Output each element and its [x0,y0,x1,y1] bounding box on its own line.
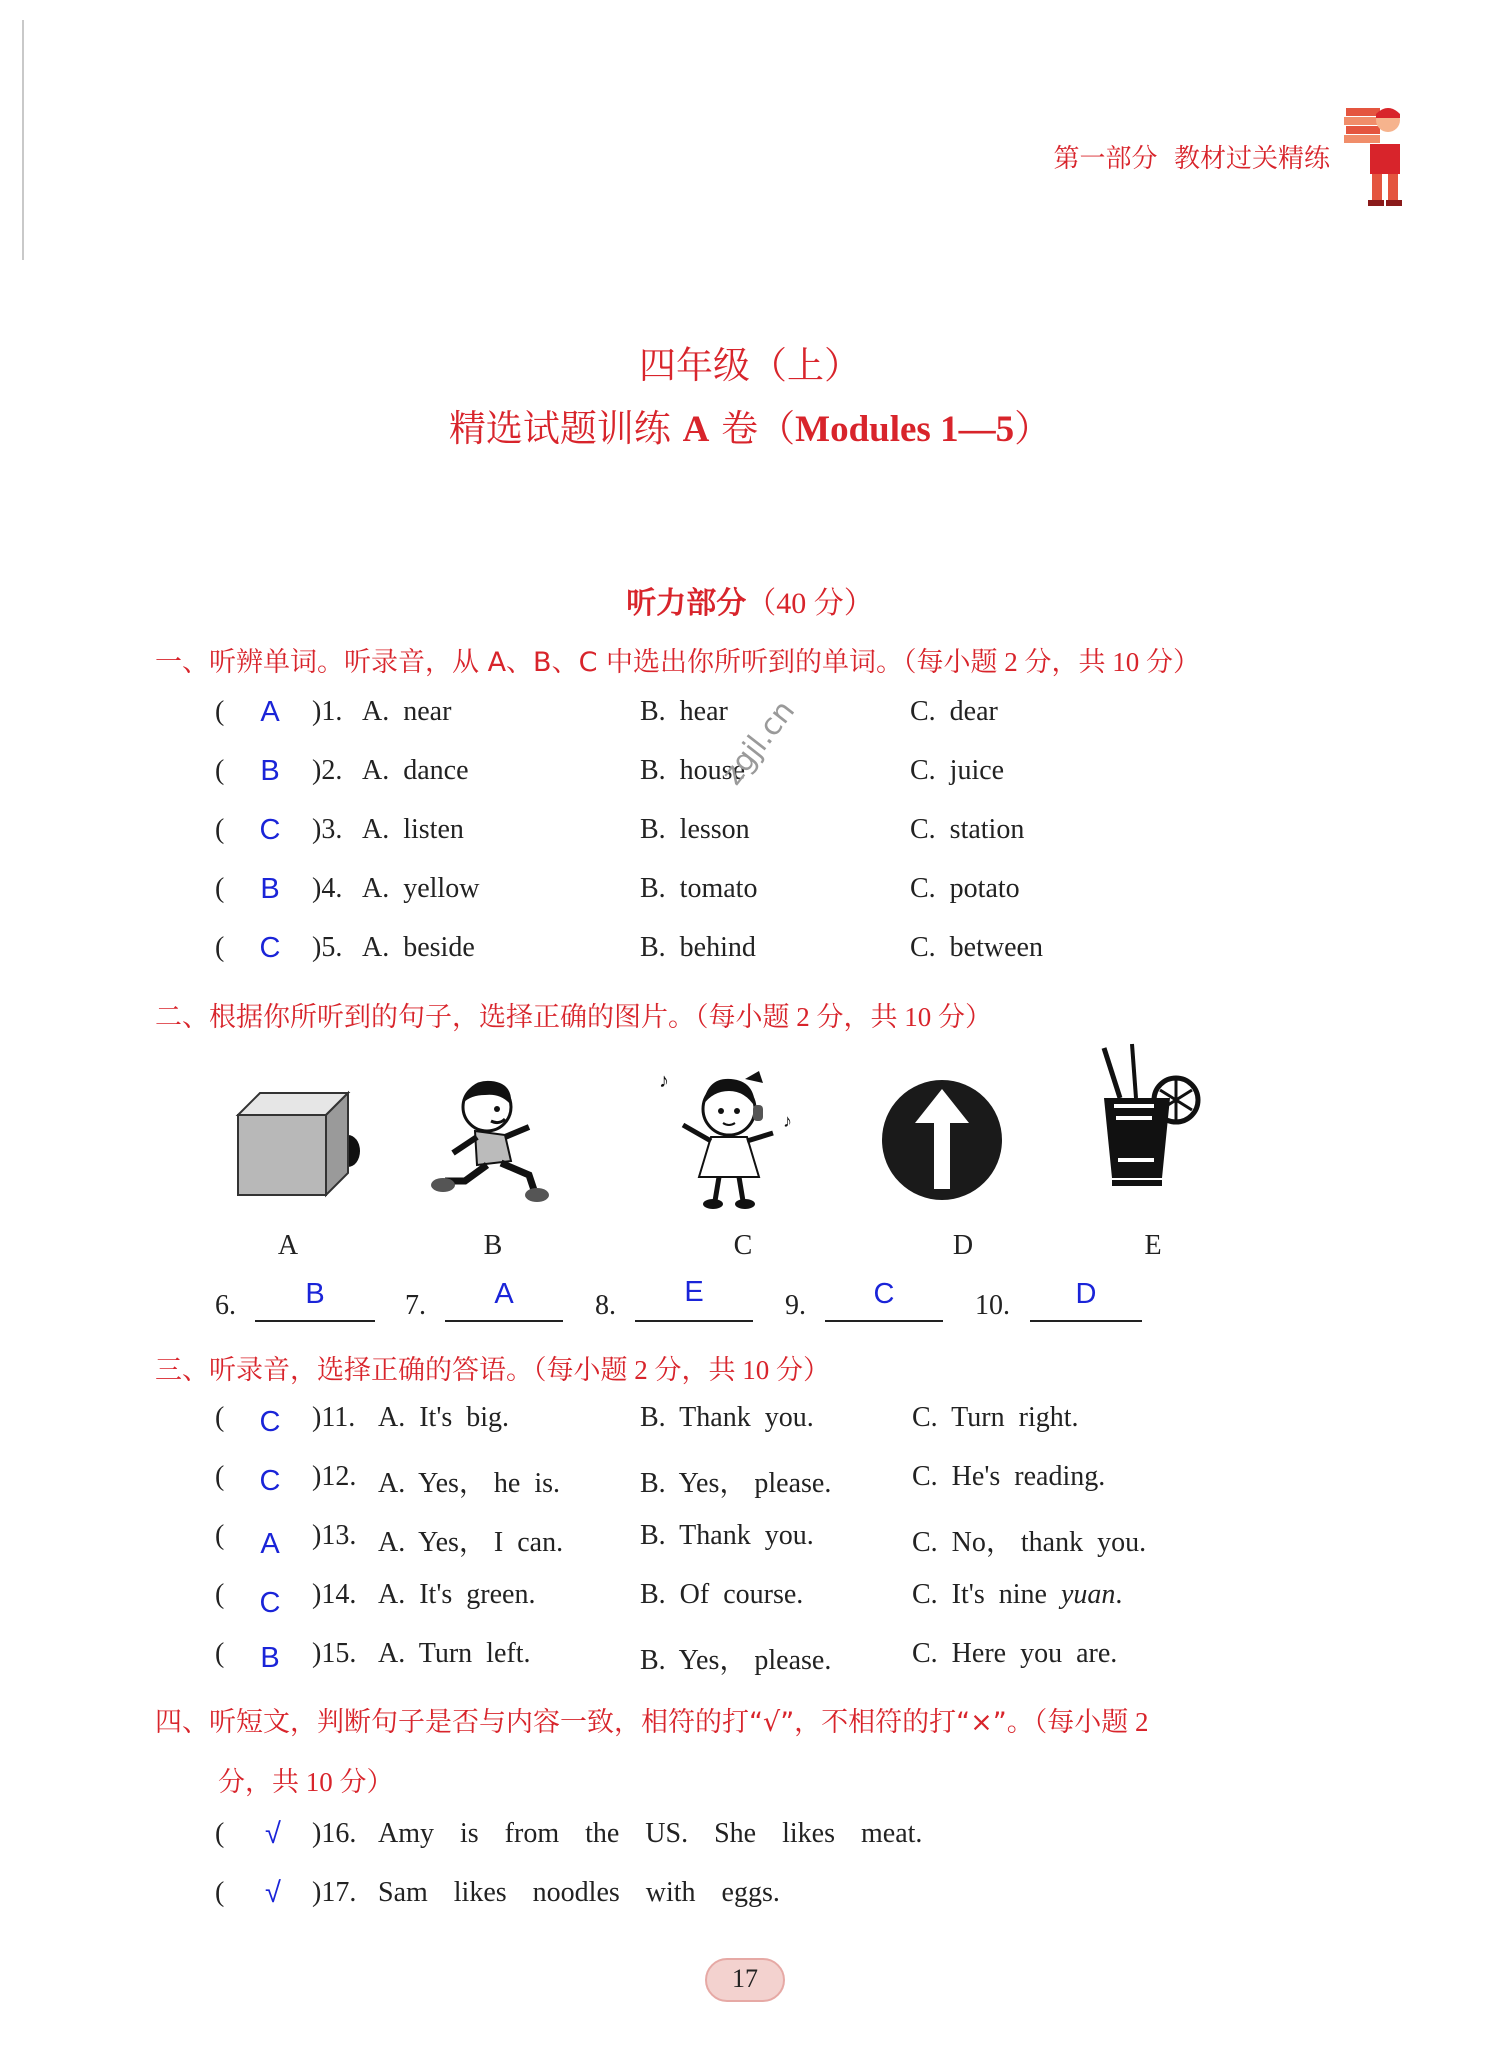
section2-note: （每小题 2 分，共 10 分） [695,1002,992,1032]
question-row: ( B )4. A. yellow B. tomato C. potato [215,873,1020,905]
blank-number: 8. [595,1290,616,1321]
listening-girl-icon [655,1065,805,1210]
blank-answer: E [684,1276,704,1308]
blank-number: 9. [785,1290,806,1321]
section4-instruction: 四、听短文，判断句子是否与内容一致，相符的打“√”，不相符的打“×”。 [155,1707,1034,1738]
option-b: B. behind [640,932,756,963]
listening-part-title [0,578,1500,622]
section2-title [155,995,992,1034]
option-a: A. Turn left. [378,1638,531,1669]
option-c: C. He's reading. [912,1461,1106,1492]
blank-answer: B [305,1278,325,1310]
section3-instruction: 三、听录音，选择正确的答语。 [155,1355,533,1386]
section1-instruction: 一、听辨单词。听录音，从 A、B、C 中选出你所听到的单词。 [155,647,904,678]
question-number: )4. [312,873,343,904]
option-b: B. hear [640,696,728,727]
option-a: A. It's green. [378,1579,536,1610]
section1-note: （每小题 2 分，共 10 分） [903,647,1201,677]
listening-points: （40 分） [746,587,874,620]
section4-note: （每小题 2 [1033,1707,1149,1737]
statement-text: Sam likes noodles with eggs. [378,1877,780,1908]
option-c: C. Turn right. [912,1402,1079,1433]
section1-title [155,640,1200,679]
box-icon [230,1085,370,1200]
question-number: )12. [312,1461,357,1492]
answer-mark: √ [265,1818,281,1850]
section2-instruction: 二、根据你所听到的句子，选择正确的图片。 [155,1002,695,1033]
section4-note-continued [218,1760,394,1799]
question-row: ( C )3. A. listen B. lesson C. station [215,814,1025,846]
question-row: ( √ )17. Sam likes noodles with eggs. [215,1877,780,1909]
option-a: A. listen [362,814,464,845]
section4-title [155,1700,1149,1739]
title-zh: 精选试题训练 [448,407,683,450]
option-a: A. It's big. [378,1402,510,1433]
answer-mark: B [260,873,280,905]
option-a: A. near [362,696,452,727]
picture-label: C [733,1230,753,1261]
go-straight-sign-icon [877,1075,1007,1205]
question-row: ( B )15. A. Turn left. B. Yes， please. C. Here you are. [215,1638,1118,1676]
option-c: C. station [910,814,1025,845]
option-c [912,1579,1122,1611]
option-c: C. Here you are. [912,1638,1118,1669]
svg-text:♪: ♪ [783,1111,792,1131]
option-b: B. Thank you. [640,1520,814,1551]
question-row: ( C )5. A. beside B. behind C. between [215,932,1043,964]
option-c: C. juice [910,755,1005,786]
option-a: A. yellow [362,873,480,904]
section3-note: （每小题 2 分，共 10 分） [533,1355,830,1385]
title-zh2: 卷（ [709,407,796,450]
listening-title-label: 听力部分 [626,586,747,621]
question-number: )17. [312,1877,357,1908]
option-b: B. Thank you. [640,1402,814,1433]
question-number: )13. [312,1520,357,1551]
section4-note-2: 分，共 10 分） [218,1767,394,1797]
option-b: B. Yes， please. [640,1468,832,1499]
picture-label: D [952,1230,974,1261]
title-end: ） [1014,407,1052,450]
title-en-a: A [682,409,710,450]
option-b: B. lesson [640,814,750,845]
option-a: A. dance [362,755,469,786]
watermark: zgjl.cn [715,693,803,792]
question-number: )5. [312,932,343,963]
option-c-text: C. It's nine [912,1579,1061,1610]
option-b: B. house [640,755,745,786]
question-number: )1. [312,696,343,727]
answer-mark: C [259,814,281,846]
answer-blank[interactable] [1030,1320,1142,1322]
question-row: ( C )11. A. It's big. B. Thank you. C. Turn right. [215,1402,1079,1438]
answer-blank[interactable] [445,1320,563,1322]
question-number: )15. [312,1638,357,1669]
answer-mark: C [259,1406,281,1438]
option-c: C. dear [910,696,998,727]
option-c: C. between [910,932,1043,963]
answer-mark: B [260,755,280,787]
title-modules: Modules 1—5 [795,409,1015,450]
answer-mark: C [259,1587,281,1619]
section3-title [155,1348,830,1387]
blank-answer: A [494,1278,514,1310]
option-b: B. Of course. [640,1579,804,1610]
question-row: ( C )12. A. Yes， he is. B. Yes， please. C. He's reading. [215,1461,1106,1499]
question-row: ( A )13. A. Yes， I can. B. Thank you. C. No， thank you. [215,1520,1147,1560]
question-row: ( A )1. A. near B. hear C. dear [215,696,998,728]
running-boy-icon [425,1075,565,1205]
answer-blank[interactable] [635,1320,753,1322]
question-row: ( C )14. A. It's green. B. Of course. C. It's nine yuan. [215,1579,1123,1619]
picture-label: A [277,1230,299,1261]
option-a: A. Yes， he is. [378,1468,561,1499]
blank-answer: D [1075,1278,1097,1310]
picture-label: B [483,1230,503,1261]
option-c-italic: yuan [1060,1579,1116,1610]
blank-answer: C [873,1278,895,1310]
page-title-grade: 四年级（上） [639,344,861,387]
answer-mark: C [259,1465,281,1497]
option-c: C. potato [910,873,1020,904]
page-title [0,398,1500,452]
question-number: )11. [312,1402,356,1433]
question-row: ( √ )16. Amy is from the US. She likes meat. [215,1818,923,1850]
picture-label: E [1144,1230,1162,1261]
answer-mark: √ [265,1877,281,1909]
question-number: )14. [312,1579,357,1610]
answer-mark: A [260,696,280,728]
page-number: 17 [732,1964,758,1993]
answer-blank[interactable] [255,1320,375,1322]
section-header-label: 第一部分 教材过关精练 [1053,144,1330,174]
statement-text: Amy is from the US. She likes meat. [378,1818,923,1849]
question-number: )2. [312,755,343,786]
question-number: )16. [312,1818,357,1849]
answer-blank[interactable] [825,1320,943,1322]
margin-rule [22,20,24,260]
answer-mark: C [259,932,281,964]
juice-glass-icon [1090,1040,1210,1190]
option-c-end: . [1115,1579,1123,1610]
page-number-badge [705,1958,785,2002]
blank-number: 6. [215,1290,236,1321]
option-a: A. beside [362,932,475,963]
boy-with-books-icon [1340,100,1410,210]
answer-mark: A [260,1528,280,1560]
question-number: )3. [312,814,343,845]
option-b: B. tomato [640,873,758,904]
svg-text:♪: ♪ [659,1070,669,1092]
blank-number: 10. [975,1290,1010,1321]
option-b: B. Yes， please. [640,1645,832,1676]
option-a: A. Yes， I can. [378,1527,564,1558]
option-c: C. No， thank you. [912,1527,1147,1558]
question-row: ( B )2. A. dance B. house C. juice [215,755,1005,787]
blank-number: 7. [405,1290,426,1321]
answer-mark: B [260,1642,280,1674]
